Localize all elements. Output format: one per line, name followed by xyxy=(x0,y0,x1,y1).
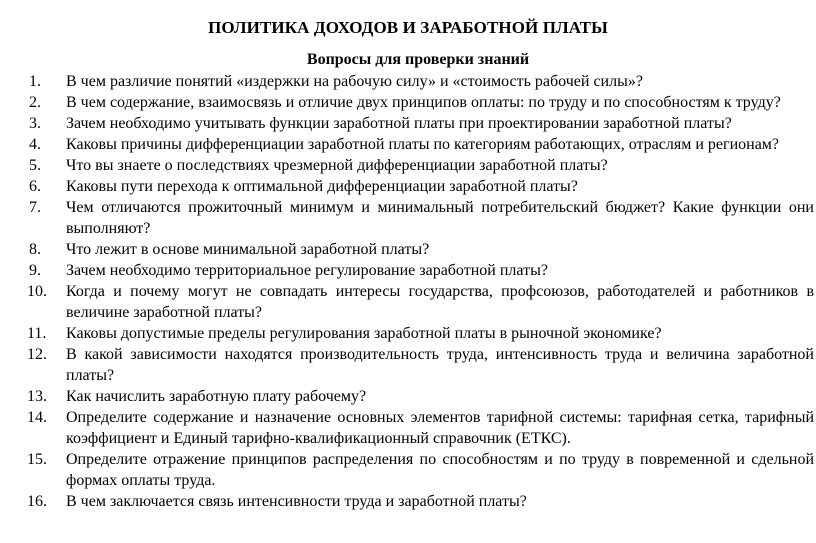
question-text: Когда и почему могут не совпадать интересы государства, профсоюзов, работодателей и работников в величине заработной платы? xyxy=(66,283,814,321)
list-item xyxy=(0,113,816,134)
question-number: 12. xyxy=(27,346,47,363)
question-text: Каковы допустимые пределы регулирования заработной платы в рыночной экономике? xyxy=(66,325,662,342)
question-number: 16. xyxy=(27,493,47,510)
question-text: Что лежит в основе минимальной заработной платы? xyxy=(66,241,430,258)
list-item xyxy=(0,449,816,491)
question-text: Зачем необходимо территориальное регулирование заработной платы? xyxy=(66,262,548,279)
questions-list xyxy=(0,71,816,512)
question-number: 11. xyxy=(27,325,47,342)
question-number: 15. xyxy=(27,451,47,468)
page-title: ПОЛИТИКА ДОХОДОВ И ЗАРАБОТНОЙ ПЛАТЫ xyxy=(208,18,608,37)
question-text: В чем различие понятий «издержки на рабочую силу» и «стоимость рабочей силы»? xyxy=(66,73,643,90)
list-item xyxy=(0,323,816,344)
list-item xyxy=(0,155,816,176)
question-text: В какой зависимости находятся производительность труда, интенсивность труда и величина заработной платы? xyxy=(66,346,814,384)
question-text: Чем отличаются прожиточный минимум и минимальный потребительский бюджет? Какие функции они выполняют? xyxy=(66,199,814,237)
question-text: Зачем необходимо учитывать функции заработной платы при проектировании заработной платы? xyxy=(66,115,732,132)
question-number: 5. xyxy=(29,157,41,174)
list-item xyxy=(0,71,816,92)
list-item xyxy=(0,344,816,386)
question-text: Каковы причины дифференциации заработной платы по категориям работающих, отраслям и регионам? xyxy=(66,136,780,153)
question-text: Определите содержание и назначение основных элементов тарифной системы: тарифная сетка, тарифный коэффициент и Единый тарифно-квалификационный справочник (ЕТКС). xyxy=(66,409,814,447)
question-number: 8. xyxy=(29,241,41,258)
section-subtitle: Вопросы для проверки знаний xyxy=(306,51,530,68)
list-item xyxy=(0,260,816,281)
question-number: 13. xyxy=(27,388,47,405)
question-text: Определите отражение принципов распределения по способностям и по труду в повременной и сдельной формах оплаты труда. xyxy=(66,451,814,489)
list-item xyxy=(0,407,816,449)
question-number: 7. xyxy=(29,199,41,216)
question-text: В чем заключается связь интенсивности труда и заработной платы? xyxy=(66,493,527,510)
list-item xyxy=(0,134,816,155)
question-number: 2. xyxy=(29,94,41,111)
question-text: Как начислить заработную плату рабочему? xyxy=(66,388,367,405)
question-text: В чем содержание, взаимосвязь и отличие двух принципов оплаты: по труду и по способностям к труду? xyxy=(66,94,781,111)
question-text: Что вы знаете о последствиях чрезмерной дифференциации заработной платы? xyxy=(66,157,608,174)
list-item xyxy=(0,176,816,197)
question-number: 4. xyxy=(29,136,41,153)
list-item xyxy=(0,491,816,512)
question-number: 9. xyxy=(29,262,41,279)
question-number: 14. xyxy=(27,409,47,426)
question-number: 10. xyxy=(27,283,47,300)
question-number: 6. xyxy=(29,178,41,195)
list-item xyxy=(0,197,816,239)
list-item xyxy=(0,386,816,407)
question-text: Каковы пути перехода к оптимальной дифференциации заработной платы? xyxy=(66,178,578,195)
question-number: 1. xyxy=(29,73,41,90)
list-item xyxy=(0,281,816,323)
list-item xyxy=(0,92,816,113)
question-number: 3. xyxy=(29,115,41,132)
list-item xyxy=(0,239,816,260)
